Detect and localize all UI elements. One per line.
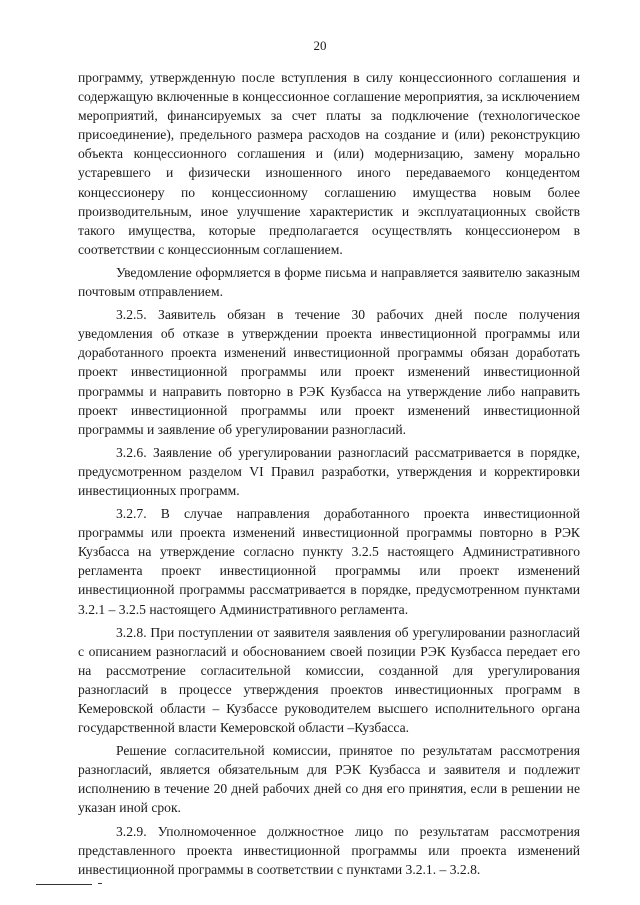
paragraph-3-2-9: 3.2.9. Уполномоченное должностное лицо по результатам рассмотрения представленного проекта инвестиционной программы или проекта изменений инвестиционной программы в соответствии с пунктами 3.2.1. – 3.2.8. [78, 823, 580, 877]
paragraph-3-2-5: 3.2.5. Заявитель обязан в течение 30 рабочих дней после получения уведомления об отказе в утверждении проекта инвестиционной программы или доработанного проекта изменений инвестиционной программы обязан доработать проект инвестиционной программы или проект изменений инвестиционной программы и направить повторно в РЭК Кузбасса на утверждение либо направить проект инвестиционной программы или проект изменений инвестиционной программы и заявление об урегулировании разногласий. [78, 307, 580, 437]
footer-rule-mark [98, 883, 102, 884]
paragraph-3-2-7: 3.2.7. В случае направления доработанного проекта инвестиционной программы или проекта изменений инвестиционной программы повторно в РЭК Кузбасса на утверждение согласно пункту 3.2.5 настоящего Административного регламента проект инвестиционной программы или проект изменений инвестиционной программы рассматривается в порядке, предусмотренном пунктами 3.2.1 – 3.2.5 настоящего Административного регламента. [78, 506, 580, 617]
document-body [78, 68, 580, 883]
footer-rule [36, 884, 92, 885]
paragraph-continuation: программу, утвержденную после вступления в силу концессионного соглашения и содержащую включенные в концессионное соглашение мероприятия, за исключением мероприятий, финансируемых за счет платы за подключение (технологическое присоединение), предельного размера расходов на создание и (или) реконструкцию объекта концессионного соглашения и (или) модернизацию, замену морально устаревшего и физически изношенного иного передаваемого концедентом концессионеру по концессионному соглашению имущества новым более производительным, иное улучшение характеристик и эксплуатационных свойств такого имущества, которые предполагается осуществлять концессионером в соответствии с концессионным соглашением. [78, 70, 580, 257]
paragraph-3-2-6: 3.2.6. Заявление об урегулировании разногласий рассматривается в порядке, предусмотренном разделом VI Правил разработки, утверждения и корректировки инвестиционных программ. [78, 444, 580, 498]
paragraph-3-2-8: 3.2.8. При поступлении от заявителя заявления об урегулировании разногласий с описанием разногласий и обоснованием своей позиции РЭК Кузбасса передает его на рассмотрение согласительной комиссии, созданной для урегулирования разногласий в процессе утверждения проектов инвестиционных программ в Кемеровской области – Кузбассе руководителем высшего исполнительного органа государственной власти Кемеровской области –Кузбасса. [78, 624, 580, 736]
page-number: 20 [313, 38, 327, 53]
paragraph-notification: Уведомление оформляется в форме письма и направляется заявителю заказным почтовым отправлением. [78, 264, 580, 300]
paragraph-decision: Решение согласительной комиссии, принятое по результатам рассмотрения разногласий, является обязательным для РЭК Кузбасса и заявителя и подлежит исполнению в течение 20 дней рабочих дней со дня его принятия, если в решении не указан иной срок. [78, 743, 580, 816]
